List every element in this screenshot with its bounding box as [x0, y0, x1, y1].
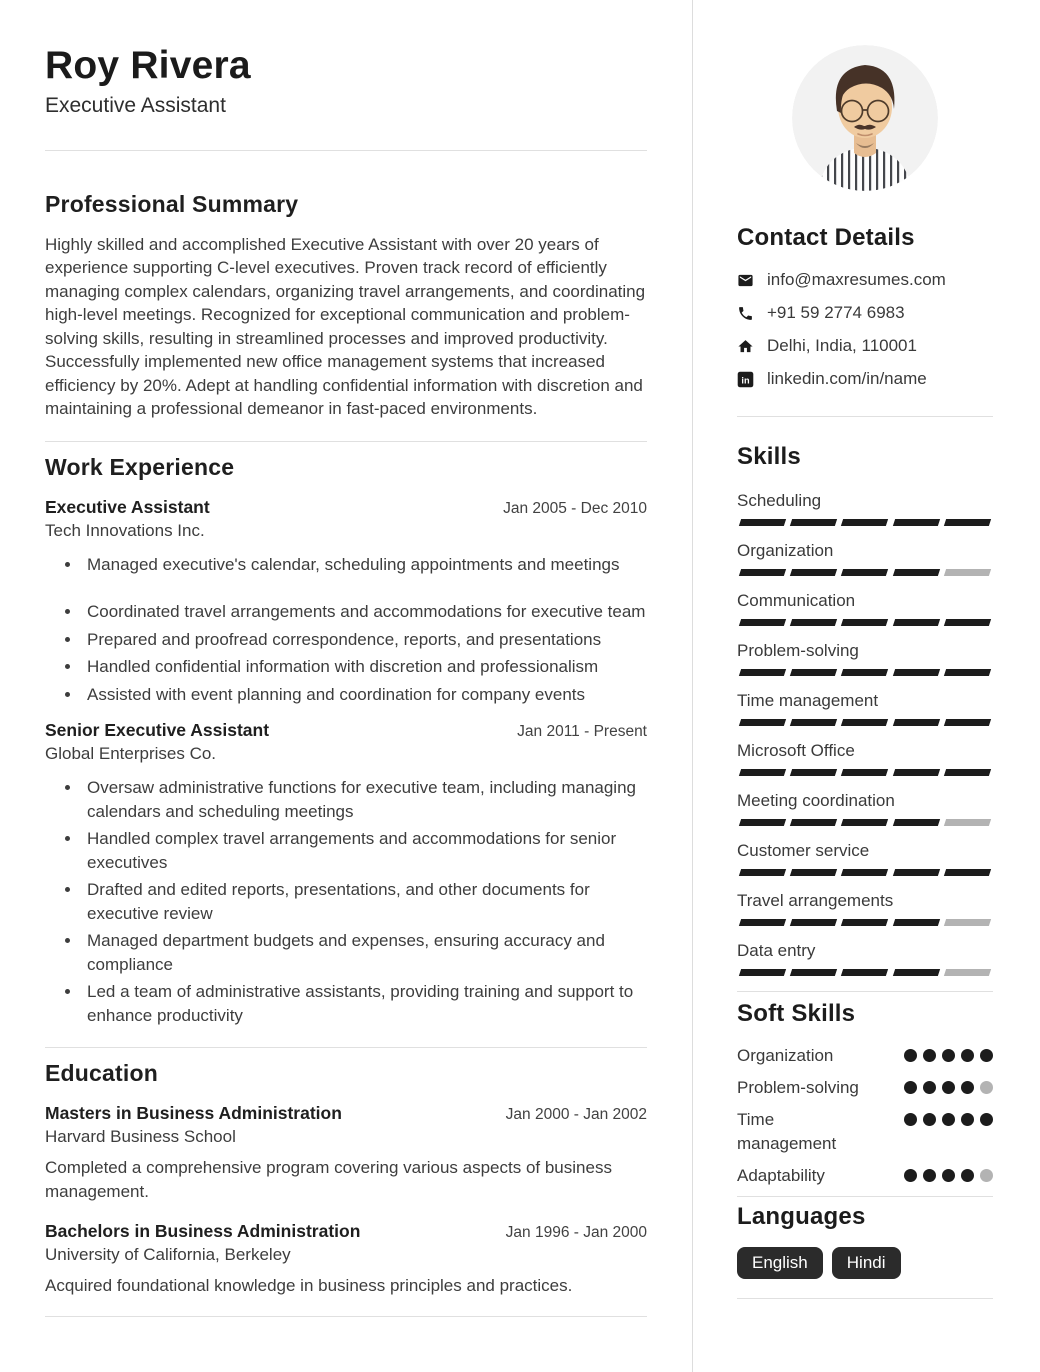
skill-bar-segment [892, 819, 939, 826]
degree-title: Bachelors in Business Administration [45, 1221, 361, 1242]
degree-school: Harvard Business School [45, 1127, 236, 1147]
soft-skill-dot [961, 1113, 974, 1126]
skill-bar-segment [892, 669, 939, 676]
skill-bar [737, 619, 993, 626]
soft-skill-name: Adaptability [737, 1166, 825, 1185]
degrees-list [45, 1103, 647, 1298]
experience-section [45, 441, 647, 1028]
skill-bar-segment [790, 969, 837, 976]
degree-dates: Jan 1996 - Jan 2000 [505, 1224, 647, 1242]
degree-description: Completed a comprehensive program covering various aspects of business management. [45, 1158, 612, 1201]
soft-skill-dot [904, 1049, 917, 1062]
degree-entry [45, 1221, 647, 1298]
skill-bar-segment [790, 669, 837, 676]
soft-skill-dot [942, 1049, 955, 1062]
skill-bar-segment [841, 919, 888, 926]
job-bullets [45, 776, 647, 1027]
soft-skill-rating [904, 1164, 993, 1182]
degree-dates: Jan 2000 - Jan 2002 [505, 1106, 647, 1124]
contact-list [737, 270, 993, 389]
soft-skill-dot [923, 1081, 936, 1094]
soft-skill-dot [942, 1113, 955, 1126]
job-title: Executive Assistant [45, 496, 210, 517]
skill-bar-segment [841, 619, 888, 626]
skill-bar-segment [841, 569, 888, 576]
skill-bar-segment [892, 769, 939, 776]
contact-heading: Contact Details [737, 224, 915, 251]
soft-skill-rating [904, 1044, 993, 1062]
language-tag: English [737, 1247, 823, 1279]
soft-skill-item [737, 1108, 993, 1156]
skill-bar [737, 819, 993, 826]
languages-heading: Languages [737, 1203, 866, 1230]
skill-item [737, 891, 993, 926]
skill-bar-segment [841, 969, 888, 976]
skill-bar-segment [892, 969, 939, 976]
sidebar-divider [737, 1298, 993, 1299]
soft-skill-dot [904, 1081, 917, 1094]
skills-list [737, 491, 993, 976]
degree-header [45, 1103, 647, 1124]
skill-name: Meeting coordination [737, 791, 895, 810]
skill-bar-segment [739, 619, 786, 626]
soft-skills-list [737, 1044, 993, 1188]
skills-heading: Skills [737, 443, 801, 470]
skill-bar-segment [892, 519, 939, 526]
degree-entry [45, 1103, 647, 1203]
job-header [45, 497, 647, 518]
skill-bar [737, 519, 993, 526]
contact-item [737, 270, 993, 290]
avatar [792, 45, 938, 191]
skill-bar-segment [892, 619, 939, 626]
sidebar-divider [737, 991, 993, 992]
soft-skill-dot [942, 1081, 955, 1094]
bottom-divider [45, 1316, 647, 1317]
soft-skill-dot [923, 1049, 936, 1062]
skill-item [737, 591, 993, 626]
degree-school: University of California, Berkeley [45, 1245, 291, 1265]
jobs-list [45, 497, 647, 1028]
skill-bar-segment [790, 519, 837, 526]
skill-item [737, 491, 993, 526]
sidebar-divider [737, 1196, 993, 1197]
skill-name: Data entry [737, 941, 816, 960]
contact-text: linkedin.com/in/name [767, 369, 927, 388]
resume-sidebar [737, 0, 993, 1372]
job-header [45, 720, 647, 741]
skill-bar-segment [892, 719, 939, 726]
skill-item [737, 841, 993, 876]
soft-skill-rating [904, 1076, 993, 1094]
skill-bar-segment [944, 819, 991, 826]
svg-text:in: in [741, 375, 750, 386]
skill-item [737, 541, 993, 576]
job-bullet: • Handled complex travel arrangements and accommodations for senior executives [82, 827, 647, 874]
skill-bar [737, 569, 993, 576]
skill-name: Problem-solving [737, 641, 859, 660]
skill-item [737, 741, 993, 776]
skill-bar-segment [892, 869, 939, 876]
soft-skill-name: Organization [737, 1046, 834, 1065]
skill-bar-segment [790, 819, 837, 826]
soft-skill-dot [980, 1113, 993, 1126]
skill-bar-segment [944, 719, 991, 726]
skill-bar-segment [944, 569, 991, 576]
contact-item [737, 303, 993, 323]
skill-bar-segment [790, 869, 837, 876]
skill-item [737, 641, 993, 676]
education-section [45, 1047, 647, 1298]
skill-bar-segment [739, 819, 786, 826]
skill-bar [737, 769, 993, 776]
job-bullet: • Managed executive's calendar, scheduling appointments and meetings [82, 553, 647, 577]
skill-bar-segment [841, 719, 888, 726]
home-icon [737, 338, 754, 355]
job-bullet: • Coordinated travel arrangements and accommodations for executive team [82, 600, 647, 624]
job-bullet: • Led a team of administrative assistants, providing training and support to enhance productivity [82, 980, 647, 1027]
experience-heading: Work Experience [45, 453, 235, 480]
soft-skill-dot [961, 1169, 974, 1182]
skill-bar-segment [944, 519, 991, 526]
soft-skill-dot [961, 1049, 974, 1062]
skill-bar-segment [739, 669, 786, 676]
soft-skill-dot [980, 1081, 993, 1094]
skill-bar-segment [841, 819, 888, 826]
skill-bar-segment [790, 719, 837, 726]
skill-bar-segment [790, 619, 837, 626]
job-bullet: • Assisted with event planning and coordination for company events [82, 683, 647, 707]
soft-skill-dot [961, 1081, 974, 1094]
job-title: Senior Executive Assistant [45, 720, 270, 741]
contact-text: +91 59 2774 6983 [767, 303, 905, 322]
summary-heading: Professional Summary [45, 190, 299, 217]
soft-skill-dot [980, 1049, 993, 1062]
skill-bar-segment [739, 969, 786, 976]
soft-skills-heading: Soft Skills [737, 1000, 856, 1027]
skill-bar [737, 669, 993, 676]
phone-icon [737, 305, 754, 322]
skill-bar-segment [944, 619, 991, 626]
skill-bar [737, 719, 993, 726]
skill-bar-segment [944, 669, 991, 676]
skill-bar-segment [790, 919, 837, 926]
resume-title: Executive Assistant [45, 93, 226, 117]
skill-bar [737, 869, 993, 876]
job-entry [45, 720, 647, 1027]
soft-skill-rating [904, 1108, 993, 1126]
education-heading: Education [45, 1060, 158, 1087]
skill-bar-segment [739, 769, 786, 776]
degree-title: Masters in Business Administration [45, 1103, 342, 1124]
job-bullet: • Drafted and edited reports, presentations, and other documents for executive review [82, 878, 647, 925]
soft-skill-item [737, 1044, 993, 1068]
skill-name: Organization [737, 541, 834, 560]
skill-name: Communication [737, 591, 856, 610]
skill-name: Microsoft Office [737, 741, 855, 760]
skill-bar-segment [944, 769, 991, 776]
degree-header [45, 1221, 647, 1242]
skill-item [737, 691, 993, 726]
job-bullet: • Managed department budgets and expenses, ensuring accuracy and compliance [82, 929, 647, 976]
skill-bar-segment [739, 919, 786, 926]
skill-name: Time management [737, 691, 879, 710]
header-divider [45, 150, 647, 151]
job-bullet: • Handled confidential information with discretion and professionalism [82, 655, 647, 679]
linkedin-icon [737, 371, 754, 388]
skill-bar-segment [739, 569, 786, 576]
skill-bar-segment [739, 519, 786, 526]
job-bullet: • Prepared and proofread correspondence, reports, and presentations [82, 628, 647, 652]
contact-item [737, 336, 993, 356]
skill-name: Travel arrangements [737, 891, 894, 910]
skill-item [737, 791, 993, 826]
skill-name: Customer service [737, 841, 870, 860]
soft-skill-item [737, 1164, 993, 1188]
job-dates: Jan 2011 - Present [517, 723, 647, 741]
soft-skill-dot [904, 1169, 917, 1182]
skill-bar-segment [944, 869, 991, 876]
job-dates: Jan 2005 - Dec 2010 [503, 499, 647, 517]
degree-description: Acquired foundational knowledge in business principles and practices. [45, 1276, 573, 1296]
skill-bar-segment [892, 919, 939, 926]
skill-bar-segment [739, 719, 786, 726]
skill-bar-segment [790, 769, 837, 776]
skill-item [737, 941, 993, 976]
resume-main-column [45, 0, 647, 1372]
job-entry [45, 497, 647, 707]
soft-skill-name: Problem-solving [737, 1078, 859, 1097]
soft-skill-dot [923, 1169, 936, 1182]
soft-skill-dot [942, 1169, 955, 1182]
email-icon [737, 272, 754, 289]
skill-bar-segment [739, 869, 786, 876]
soft-skill-dot [980, 1169, 993, 1182]
summary-text: Highly skilled and accomplished Executive Assistant with over 20 years of experience supporting C-level executives. Proven track record of efficiently managing complex calendars, organizing travel arrangements, and coordinating high-level meetings. Recognized for exceptional communication and problem-solving skills, resulting in streamlined processes and improved productivity. Successfully implemented new office management systems that increased efficiency by 20%. Adept at handling confidential information with discretion and maintaining a professional demeanor in fast-paced environments. [45, 234, 646, 419]
skill-bar [737, 969, 993, 976]
language-tag: Hindi [832, 1247, 901, 1279]
soft-skill-name: Time management [737, 1110, 837, 1153]
contact-text: info@maxresumes.com [767, 270, 946, 289]
soft-skill-dot [904, 1113, 917, 1126]
skill-bar-segment [790, 569, 837, 576]
skill-bar-segment [841, 769, 888, 776]
skill-bar-segment [944, 919, 991, 926]
soft-skill-dot [923, 1113, 936, 1126]
contact-text: Delhi, India, 110001 [767, 336, 917, 355]
sidebar-divider [737, 416, 993, 417]
skill-bar-segment [841, 519, 888, 526]
soft-skill-item [737, 1076, 993, 1100]
skill-bar-segment [841, 869, 888, 876]
summary-section [45, 191, 647, 421]
skill-bar-segment [841, 669, 888, 676]
skill-bar-segment [944, 969, 991, 976]
languages-list [737, 1247, 993, 1279]
resume-name: Roy Rivera [45, 44, 251, 87]
skill-name: Scheduling [737, 491, 822, 510]
profile-photo-illustration [792, 45, 938, 191]
column-divider [692, 0, 693, 1372]
job-company: Global Enterprises Co. [45, 744, 217, 764]
job-company: Tech Innovations Inc. [45, 520, 205, 540]
job-bullets [45, 553, 647, 707]
job-bullet: • Oversaw administrative functions for executive team, including managing calendars and scheduling meetings [82, 776, 647, 823]
skill-bar-segment [892, 569, 939, 576]
contact-item [737, 369, 993, 389]
skill-bar [737, 919, 993, 926]
